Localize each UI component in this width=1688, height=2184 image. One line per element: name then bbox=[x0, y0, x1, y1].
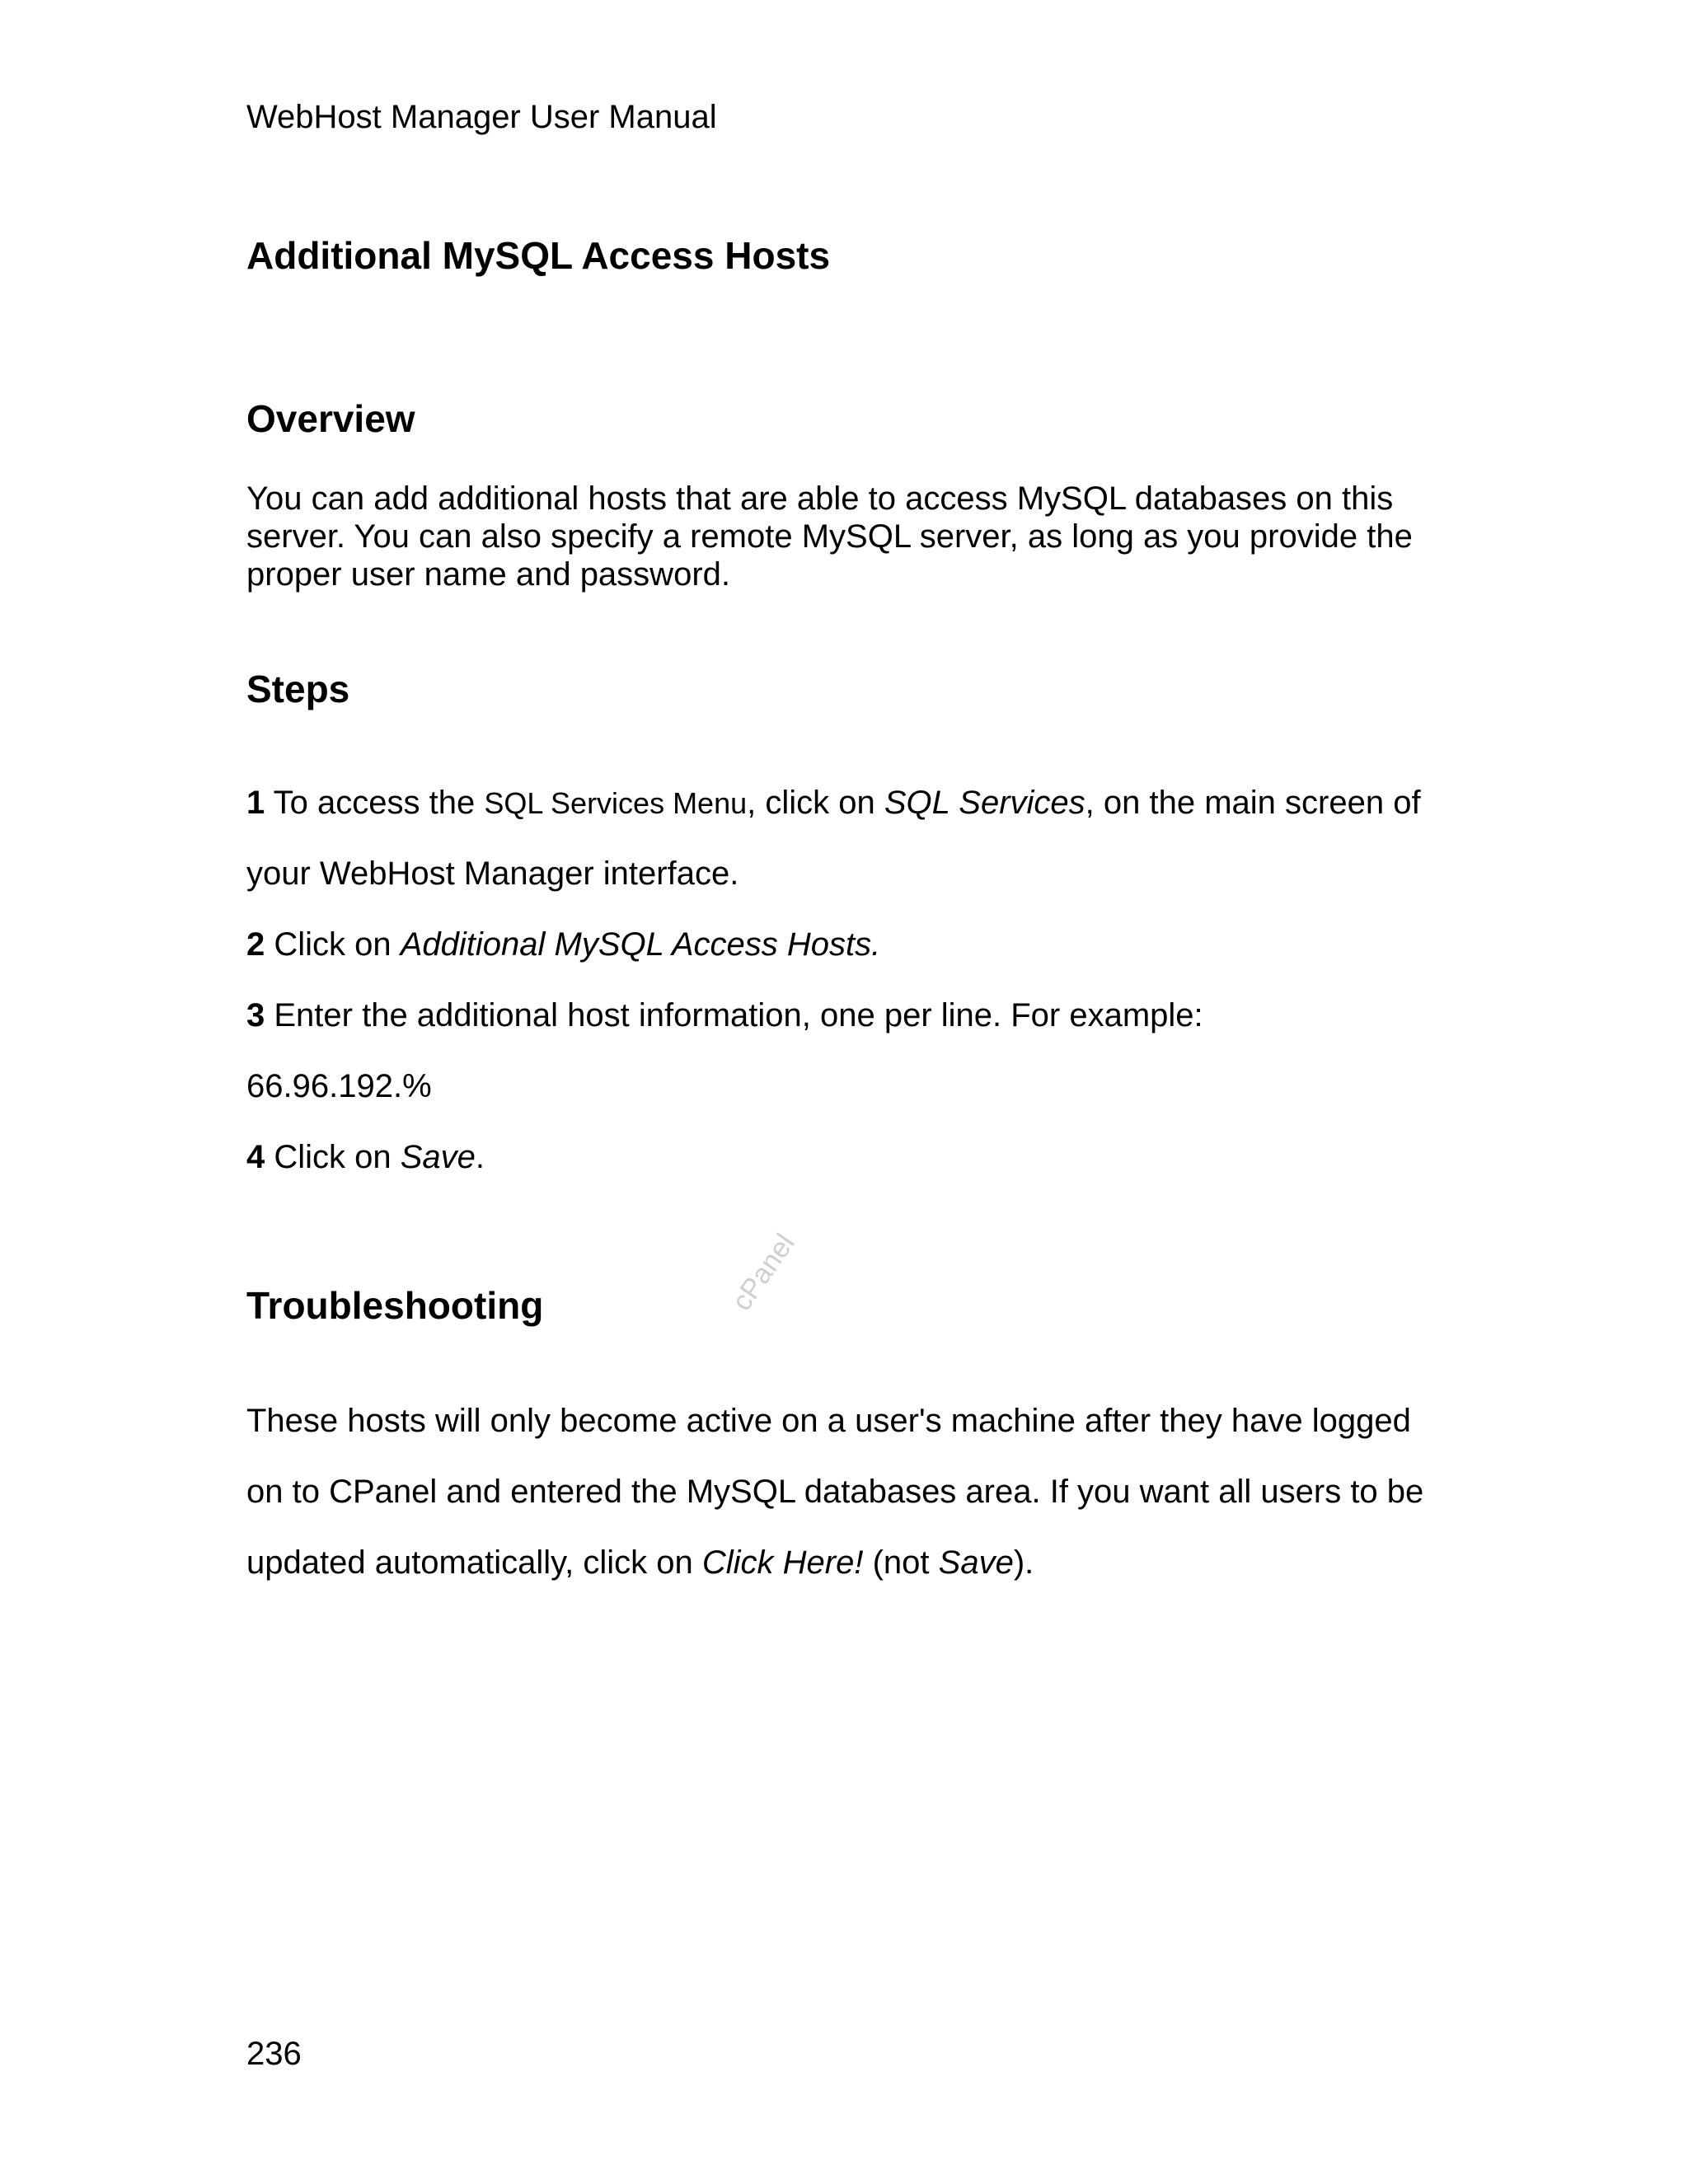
steps-heading: Steps bbox=[246, 668, 350, 710]
sql-services-menu-name: SQL Services Menu bbox=[484, 786, 748, 820]
overview-heading: Overview bbox=[246, 397, 415, 440]
running-header: WebHost Manager User Manual bbox=[246, 99, 717, 135]
step-2-text: Click on bbox=[265, 926, 401, 963]
save-reference: Save bbox=[938, 1544, 1014, 1581]
click-here-link: Click Here! bbox=[701, 1544, 864, 1581]
page-title: Additional MySQL Access Hosts bbox=[246, 234, 831, 277]
host-example: 66.96.192.% bbox=[246, 1068, 432, 1104]
troubleshooting-heading: Troubleshooting bbox=[246, 1284, 544, 1327]
troubleshooting-text-a: updated automatically, click on bbox=[246, 1544, 702, 1581]
step-4 bbox=[246, 1137, 485, 1177]
step-3-text: Enter the additional host information, one per line. For example: bbox=[265, 997, 1203, 1033]
step-3 bbox=[246, 996, 1203, 1035]
step-1-text-c: , on the main screen of bbox=[1085, 785, 1421, 821]
step-2-number: 2 bbox=[246, 926, 265, 963]
cpanel-watermark: cPanel bbox=[725, 1228, 801, 1317]
step-1-number: 1 bbox=[246, 785, 265, 821]
step-2 bbox=[246, 925, 880, 964]
additional-mysql-access-hosts-link: Additional MySQL Access Hosts. bbox=[400, 926, 881, 963]
troubleshooting-line-3 bbox=[246, 1543, 1034, 1582]
troubleshooting-text-b: (not bbox=[863, 1544, 939, 1581]
step-1-text-a: To access the bbox=[265, 785, 485, 821]
troubleshooting-line-2: on to CPanel and entered the MySQL databases area. If you want all users to be bbox=[246, 1474, 1424, 1510]
step-3-number: 3 bbox=[246, 997, 265, 1033]
sql-services-link: SQL Services bbox=[884, 785, 1085, 821]
step-4-text-a: Click on bbox=[265, 1139, 401, 1175]
step-1-text-b: , click on bbox=[747, 785, 884, 821]
overview-line-3: proper user name and password. bbox=[246, 556, 730, 593]
save-link: Save bbox=[400, 1139, 476, 1175]
page-number: 236 bbox=[246, 2036, 302, 2072]
troubleshooting-line-1: These hosts will only become active on a user's machine after they have logged bbox=[246, 1403, 1411, 1439]
step-1 bbox=[246, 783, 1421, 823]
step-1-continuation: your WebHost Manager interface. bbox=[246, 855, 739, 892]
overview-line-1: You can add additional hosts that are able to access MySQL databases on this bbox=[246, 480, 1394, 517]
overview-line-2: server. You can also specify a remote MySQL server, as long as you provide the bbox=[246, 518, 1413, 555]
step-4-number: 4 bbox=[246, 1139, 265, 1175]
troubleshooting-text-c: ). bbox=[1013, 1544, 1034, 1581]
step-4-text-b: . bbox=[475, 1139, 485, 1175]
